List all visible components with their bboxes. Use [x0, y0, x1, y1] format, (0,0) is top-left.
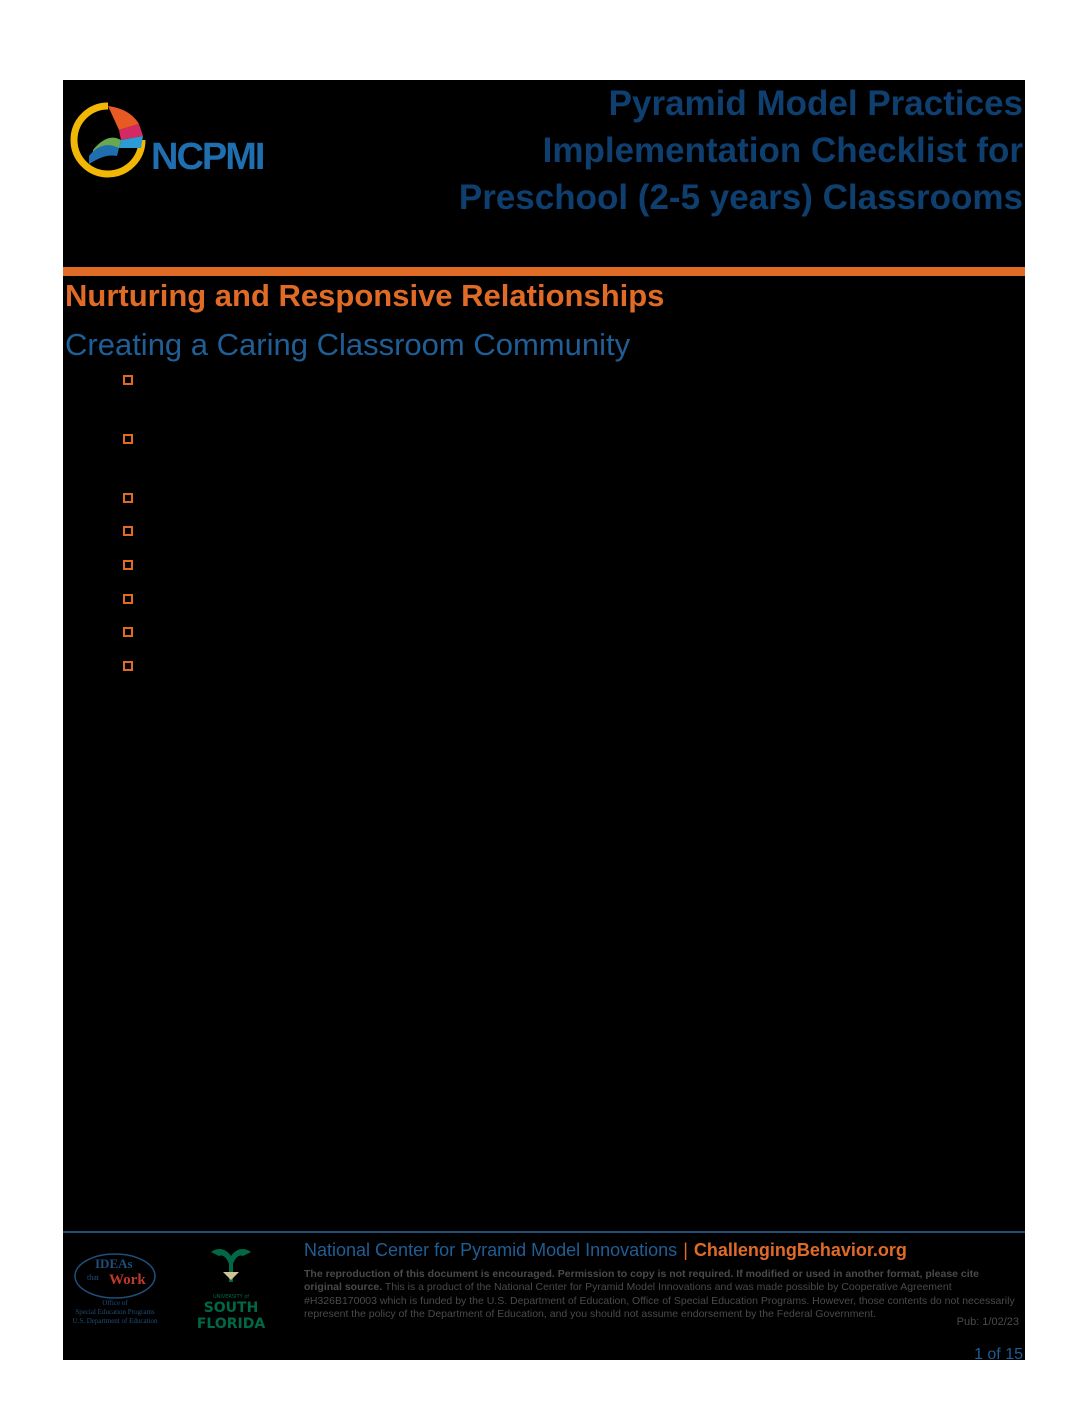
page-title [459, 80, 1023, 221]
section-divider [63, 267, 1025, 276]
disclaimer-rest: This is a product of the National Center for Pyramid Model Innovations and was made possible by Cooperative Agreement #H326B170003 which is funded by the U.S. Department of Education, Office of Special Education Programs. However, those contents do not necessarily represent the policy of the Department of Education, and you should not assume endorsement by the Federal Government. [304, 1281, 1015, 1320]
usf-logo-line-3: FLORIDA [196, 1316, 266, 1332]
org-separator: | [683, 1240, 688, 1260]
disclaimer-bold: The reproduction of this document is encouraged. Permission to copy is not required. If modified or used in another format, please cite original source. [304, 1268, 980, 1294]
org-name: National Center for Pyramid Model Innovations [304, 1240, 678, 1260]
subsection-title: Creating a Caring Classroom Community [65, 327, 631, 362]
ncpmi-swirl-icon [63, 100, 153, 180]
title-line-1: Pyramid Model Practices [608, 84, 1023, 123]
ncpmi-logo [63, 100, 293, 180]
footer-divider [63, 1231, 1025, 1233]
checkbox-7[interactable] [123, 627, 133, 637]
page-number: 1 of 15 [974, 1346, 1023, 1363]
title-line-3: Preschool (2-5 years) Classrooms [458, 178, 1023, 217]
usf-logo-line-1: UNIVERSITY of [212, 1294, 250, 1300]
ideas-logo-word-ideas: IDEAs [95, 1256, 133, 1271]
ideas-logo-caption-3: U.S. Department of Education [72, 1317, 158, 1325]
website-link[interactable]: ChallengingBehavior.org [693, 1240, 907, 1260]
usf-logo-line-2: SOUTH [203, 1300, 259, 1316]
ideas-logo-caption-1: Office of [102, 1299, 128, 1307]
disclaimer-text [304, 1268, 1019, 1321]
title-line-2: Implementation Checklist for [542, 131, 1023, 170]
checkbox-6[interactable] [123, 594, 133, 604]
ideas-logo-caption-2: Special Education Programs [75, 1308, 155, 1316]
ideas-that-work-logo [69, 1248, 169, 1330]
usf-logo [191, 1242, 271, 1332]
checkbox-1[interactable] [123, 375, 133, 385]
publication-date: Pub: 1/02/23 [956, 1316, 1019, 1328]
section-title: Nurturing and Responsive Relationships [65, 278, 665, 313]
ncpmi-logo-text: NCPMI [151, 136, 264, 178]
ideas-logo-word-that: that [87, 1273, 99, 1282]
checkbox-4[interactable] [123, 526, 133, 536]
document-page [63, 80, 1025, 1363]
checkbox-2[interactable] [123, 434, 133, 444]
checkbox-3[interactable] [123, 493, 133, 503]
checkbox-5[interactable] [123, 560, 133, 570]
footer-org-line [304, 1240, 907, 1261]
checkbox-8[interactable] [123, 661, 133, 671]
ideas-logo-word-work: Work [109, 1272, 146, 1288]
